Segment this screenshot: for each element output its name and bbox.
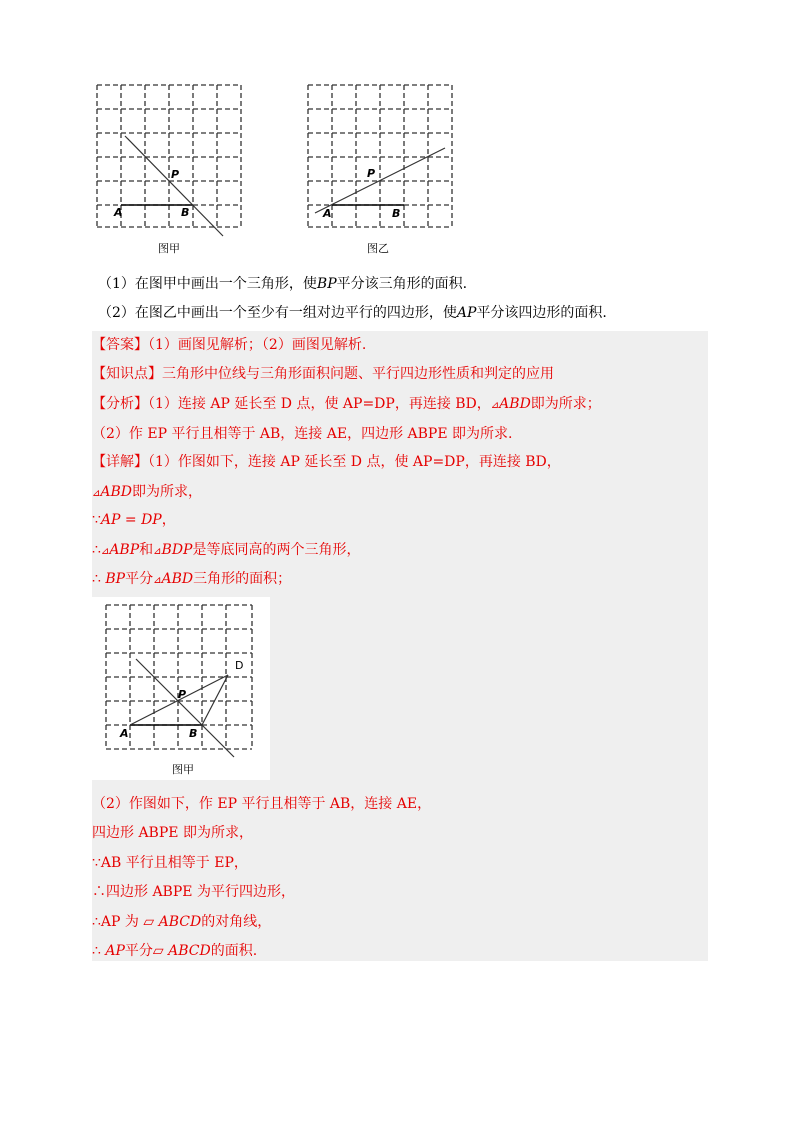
grid-figure-solution (92, 597, 270, 780)
label-b: B (181, 206, 190, 219)
label-d: D (235, 659, 244, 672)
label-p: P (367, 167, 376, 180)
label-a: A (323, 207, 332, 220)
detail-line-1: 【详解】（1）作图如下，连接 AP 延长至 D 点，使 AP=DP，再连接 BD， (92, 454, 561, 470)
label-a: A (120, 727, 129, 740)
analysis-line-1: 【分析】（1）连接 AP 延长至 D 点，使 AP=DP，再连接 BD，⊿ABD即为所求； (92, 396, 601, 412)
part2-line-4: ∴四边形 ABPE 为平行四边形， (92, 884, 295, 900)
part2-line-5: ∴AP 为 ▱ ABCD的对角线， (92, 914, 272, 930)
label-p: P (171, 168, 180, 181)
question-1: （1）在图甲中画出一个三角形，使BP平分该三角形的面积. (98, 276, 468, 292)
figure-yi (303, 80, 463, 255)
caption-solution: 图甲 (172, 763, 194, 776)
part2-line-3: ∵AB 平行且相等于 EP， (92, 855, 248, 871)
segment-bd (202, 675, 228, 725)
grid-figure-jia (92, 80, 252, 252)
part2-line-2: 四边形 ABPE 即为所求， (92, 825, 253, 841)
knowledge-line: 【知识点】三角形中位线与三角形面积问题、平行四边形性质和判定的应用 (92, 366, 554, 382)
question-2: （2）在图乙中画出一个至少有一组对边平行的四边形，使AP平分该四边形的面积. (98, 305, 607, 321)
detail-line-5: ∴ BP平分⊿ABD三角形的面积； (92, 571, 292, 587)
label-a: A (114, 206, 123, 219)
grid-figure-yi (303, 80, 463, 252)
line-bp (125, 136, 223, 236)
caption-yi: 图乙 (367, 242, 389, 255)
detail-line-3: ∵AP = DP， (92, 512, 176, 528)
figure-jia (92, 80, 252, 255)
detail-line-2: ⊿ABD即为所求， (92, 484, 203, 500)
label-b: B (189, 727, 198, 740)
part2-line-6: ∴ AP平分▱ ABCD的面积. (92, 943, 258, 959)
detail-line-4: ∴⊿ABP和⊿BDP是等底同高的两个三角形， (92, 542, 361, 558)
label-b: B (392, 207, 401, 220)
line-bp (136, 659, 234, 757)
solution-figure (92, 597, 270, 780)
answer-line: 【答案】（1）画图见解析；（2）画图见解析. (92, 337, 367, 353)
label-p: P (178, 688, 187, 701)
part2-line-1: （2）作图如下，作 EP 平行且相等于 AB，连接 AE， (92, 796, 432, 812)
caption-jia: 图甲 (158, 242, 180, 255)
analysis-line-2: （2）作 EP 平行且相等于 AB，连接 AE，四边形 ABPE 即为所求. (92, 426, 513, 442)
